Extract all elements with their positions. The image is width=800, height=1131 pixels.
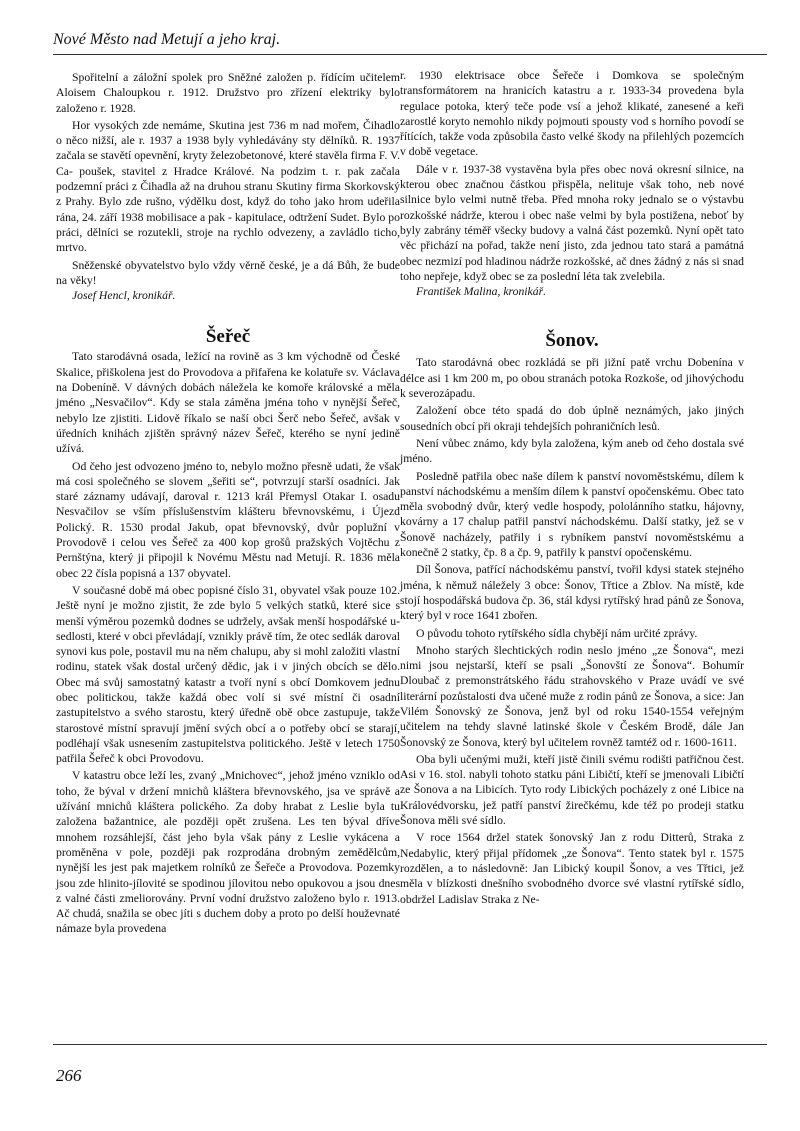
section-heading-serec: Šeřeč <box>205 326 251 348</box>
paragraph: Tato starodávná osada, ležící na rovině as 3 km východně od České Skalice, přiškolena jest do Provodova a přifařena ke kolatuře sv. Václava na Dobeníně. V dávných dobách náležela ke komoře královské a měla jméno „Nesvačilov“. Kdy se stala záměna jména toho v nynější Šeřeč, nebylo lze zjistiti. Lidově říkalo se naší obci Šerč nebo Šeřeč, avšak v úředních knihách zjištěn správný název Šeřeč, kterého se nyní jedině užívá. <box>56 350 400 456</box>
running-header: Nové Město nad Metují a jeho kraj. <box>53 31 281 48</box>
paragraph: Spořitelní a záložní spolek pro Sněžné založen p. řídícím učitelem Aloisem Chaloupkou r. 1912. Družstvo pro zřízení elektriky bylo založeno r. 1928. <box>56 71 400 115</box>
paragraph: Založení obce této spadá do dob úplně neznámých, jako jiných sousedních obcí při okraji tehdejších pohraničních lesů. <box>400 404 744 433</box>
paragraph: V katastru obce leží les, zvaný „Mnichovec“, jehož jméno vzniklo od toho, že býval v držení mnichů kláštera břevnovského, jsa ve správě a užívání mnichů kláštera polického. Za doby hrabat z Leslie byla tu založena bažantnice, ale později opět zrušena. Les ten býval dříve mnohem rozsáhlejší, část jeho byla však pány z Leslie vykácena a proměněna v pole, později pak rozprodána drobným zemědělcům, nynější les jest pak majetkem rolníků ze Šeřeče a Provodova. Pozemky jsou zde hlinito-jílovité se spodinou jílovitou nebo opukovou a jsou dnes z valné části zmeliorovány. První vodní družstvo založeno bylo r. 1913. Ač chudá, snažila se obec jíti s duchem doby a proto po delší houževnaté námaze byla provedena <box>56 769 400 936</box>
page-number: 266 <box>56 1066 82 1085</box>
left-column <box>56 68 400 937</box>
footer-rule <box>53 1044 767 1045</box>
paragraph: Mnoho starých šlechtických rodin neslo jméno „ze Šonova“, mezi nimi jsou nejstarší, kteří se psali „Šonovští ze Šonova“. Bohumír Dloubač z premonstrátského řádu strahovského v Praze uvádí ve své literární pozůstalosti dva učené muže z rodin pánů ze Šonova, a sice: Jan Vilém Šonovský ze Šonova, jenž byl od roku 1540-1554 veřejným učitelem na tehdy slavné latinské škole v Českém Brodě, dále Jan Šonovský ze Šonova, který byl učitelem rovněž tamtéž od r. 1600-1611. <box>400 643 744 749</box>
author-signature: František Malina, kronikář. <box>416 285 547 299</box>
paragraph: Hor vysokých zde nemáme, Skutina jest 736 m nad mořem, Čihadlo o něco nižší, ale r. 1937 a 1938 byly vyhledávány sty dělníků. R. 1937 začala se stavětí opevnění, kryty železobetonové, které stavěla firma F. V. Ca- poušek, stavitel z Hradce Králové. Na podzim t. r. pak začala podzemní práci z Čihadla až na druhou stranu Skutiny firma Skorkovský z Prahy. Bylo zde rušno, výdělku dost, když do toho jako hrom udeřila rána, 24. září 1938 mobilisace a pak - kapitulace, odtržení Sudet. Bylo po práci, dělníci se rozutekli, stroje na rychlo odvezeny, a zavládlo ticho, mrtvo. <box>56 118 400 255</box>
paragraph: Dále v r. 1937-38 vystavěna byla přes obec nová okresní silnice, na kterou obec značnou částkou přispěla, nelituje však toho, neb nové silnice bylo velmi nutně třeba. Před mnoha roky jednalo se o výstavbu rozkošské nádrže, kterou i obec naše velmi by byla postižena, neboť by byly zabrány téměř všecky budovy a valná část pozemků. Nyní opět tato věc přichází na pořad, takže není jisto, zda jednou tato stará a památná obec nezmizí pod hladinou nádrže rozkošské, ač dnes žádný z nás si snad toho nepřeje, když obec se za poslední léta tak zvelebila. <box>400 162 744 283</box>
header-rule <box>53 54 767 55</box>
right-column <box>400 68 744 907</box>
paragraph: Není vůbec známo, kdy byla založena, kým aneb od čeho dostala své jméno. <box>400 436 744 466</box>
paragraph: Od čeho jest odvozeno jméno to, nebylo možno přesně udati, že však má cosi společného se slovem „šeřiti se“, potvrzují starší osadníci. Jak staré záznamy udávají, daroval r. 1213 král Přemysl Otakar I. osadu Nesvačilov se vším příslušenstvím klášteru břevnovskému, i Újezd Polický. R. 1530 prodal Jakub, opat břevnovský, dvůr poplužní v Provodově i celou ves Šeřeč za 400 kop grošů pražských Vojtěchu z Pernštýna, který ji připojil k Novému Městu nad Metují. R. 1836 měla obec 22 čísla popisná a 137 obyvatel. <box>56 459 400 580</box>
paragraph: V současné době má obec popisné číslo 31, obyvatel však pouze 102. Ještě nyní je možno zjistit, že zde bylo 5 velkých statků, které sice s menší výměrou pozemků dodnes se udržely, avšak menší hospodářské u- sedlosti, které v obci převládají, vznikly právě tím, že otec sedlák daroval synovi kus pole, postavil mu na něm chalupu, aby si mohl založiti vlastní rodinu, statek však dostal určený dědic, jak i v jiných obcích se dělo. Obec má svůj samostatný katastr a tvoří nyní s obcí Domkovem jednu obec politickou, takže každá obec volí si své místní či osadní zastupitelstvo a svého starostu, který úředně obě obce zastupuje, takže starostové místní spravují jmění svých obcí a o potřeby obcí se starají, podléhají však usnesením zastupitelstva politického. Ještě v letech 1750 patřila Šeřeč k obci Provodovu. <box>56 583 401 766</box>
paragraph: Tato starodávná obec rozkládá se při jižní patě vrchu Dobenína v délce asi 1 km 200 m, po obou stranách potoka Rozkoše, od jihovýchodu k severozápadu. <box>400 356 744 401</box>
paragraph: Sněženské obyvatelstvo bylo vždy věrně české, je a dá Bůh, že bude na věky! <box>56 258 400 287</box>
section-heading-sonov: Šonov. <box>545 330 599 352</box>
paragraph: O původu tohoto rytířského sídla chybějí nám určité zprávy. <box>416 626 698 640</box>
paragraph: V roce 1564 držel statek šonovský Jan z rodu Ditterů, Straka z Nedabylic, který přijal přídomek „ze Šonova“. Tento statek byl r. 1575 rozdělen, a to následovně: Jan Libický koupil Šonov, a ves Třtici, jež měla v blízkosti dnešního svobodného dvorce své vlastní rytířské sídlo, obdržel Ladislav Straka z Ne- <box>400 831 744 906</box>
author-signature: Josef Hencl, kronikář. <box>72 289 176 303</box>
paragraph: Oba byli učenými muži, kteří jistě činili svému rodišti patřičnou čest. Asi v 16. stol. nabyli tohoto statku páni Libičtí, kteří se jmenovali Libičtí ze Šonova a na Libicích. Tyto rody Libických pocházely z oné Libice na Královédvorsku, jež patří panství žirečkému, kde též po prodeji statku Šonova měli své sídlo. <box>400 752 744 828</box>
paragraph: Díl Šonova, patřící náchodskému panství, tvořil kdysi statek stejného jména, k němuž náležely 3 obce: Šonov, Třtice a Zblov. Na místě, kde stojí hospodářská budova čp. 36, stál kdysi rytířský hrad pánů ze Šonova, který byl v roce 1641 zbořen. <box>400 563 744 623</box>
paragraph: Posledně patřila obec naše dílem k panství novoměstskému, dílem k panství náchodskému a menším dílem k panství opočenskému. Obec tato měla svobodný dvůr, který vedle hospody, pololánního statku, hájovny, kovárny a 17 chalup patřil panství náchodskému. Další statky, jež se v Šonově nacházely, patřily i s rybníkem panství novoměstskému a konečně 2 statky, čp. 8 a čp. 9, patřily k panství opočenskému. <box>400 469 744 560</box>
paragraph: r. 1930 elektrisace obce Šeřeče i Domkova se společným transformátorem na hranicích katastru a r. 1933-34 provedena byla regulace potoka, který teče pode vsí a jehož klikaté, zanesené a keři zarostlé koryto nemohlo nikdy pojmouti spousty vod s horního povodí se řítících, takže voda způsobila často velké škody na přilehlých pozemcích v době vegetace. <box>400 69 744 159</box>
